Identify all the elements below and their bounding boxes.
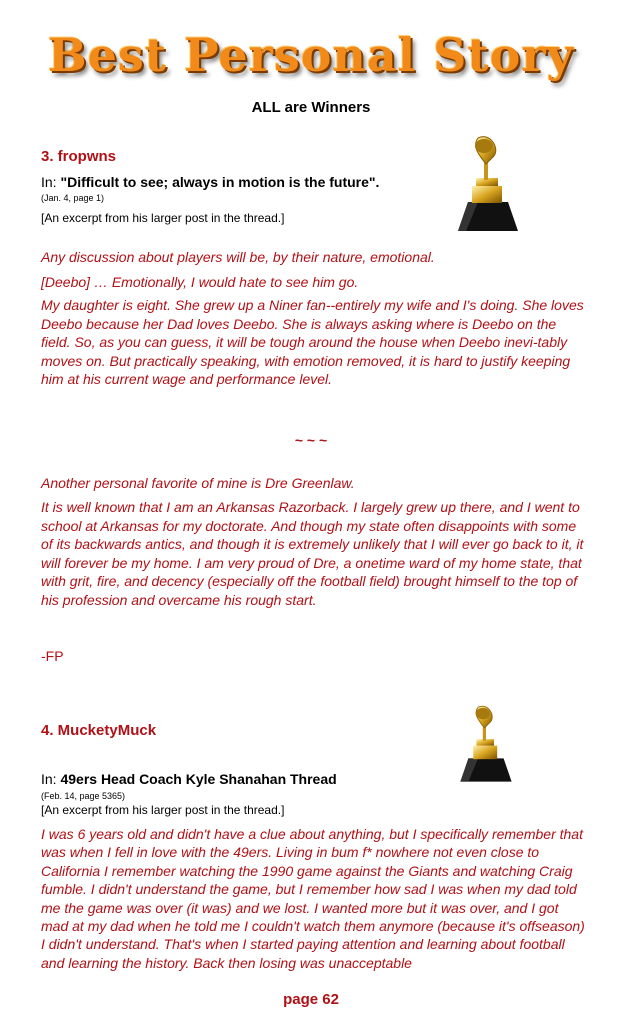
entry4-paragraph-1: I was 6 years old and didn't have a clue about anything, but I specifically remember that was when I fell in love with the 49ers. Living in bum f* nowhere not even close to California I remember watching the 1990 game against the Giants and watching Craig fumble. I didn't understand the game, but I remember how sad I was when my dad told me the game was over (it was) and we lost. I wanted more but it was over, and I got mad at my dad when he told me I couldn't watch them anymore (because it's offseason) I didn't understand. That's when I started paying attention and learning about football and learning the history. Back then losing was unacceptable xyxy=(41,826,585,971)
entry3-in-prefix: In: xyxy=(41,174,61,190)
entry4-date: (Feb. 14, page 5365) xyxy=(41,791,126,801)
section-separator: ~ ~ ~ xyxy=(294,432,328,448)
gramophone-trophy-icon xyxy=(446,694,526,794)
entry4-thread: 49ers Head Coach Kyle Shanahan Thread xyxy=(60,771,337,787)
entry3-paragraph-3: My daughter is eight. She grew up a Niner fan--entirely my wife and I's doing. She loves Deebo because her Dad loves Deebo. She is always asking where is Deebo on the field. So, as you can guess, it will be tough around the house when Deebo inevi-tably moves on. But practically speaking, with emotion removed, it is hard to justify keeping him at his current wage and performance level. xyxy=(41,297,584,388)
entry3-paragraph-2: [Deebo] … Emotionally, I would hate to see him go. xyxy=(41,274,359,290)
entry3-paragraph-4: Another personal favorite of mine is Dre Greenlaw. xyxy=(41,475,355,491)
entry4-title: 4. MucketyMuck xyxy=(41,722,157,739)
entry4-thread-line xyxy=(41,771,337,787)
entry4-in-prefix: In: xyxy=(41,771,61,787)
entry3-paragraph-1: Any discussion about players will be, by their nature, emotional. xyxy=(41,249,435,265)
banner-title: Best Personal Story xyxy=(47,28,575,82)
entry3-note: [An excerpt from his larger post in the thread.] xyxy=(41,211,285,225)
page-subtitle: ALL are Winners xyxy=(251,99,371,116)
entry3-title: 3. fropwns xyxy=(41,148,117,165)
entry3-signature: -FP xyxy=(41,648,64,664)
entry3-paragraph-5: It is well known that I am an Arkansas Razorback. I largely grew up there, and I went to school at Arkansas for my doctorate. And though my state often disappoints with some of its backwards antics, and though it is extremely unlikely that I will ever go back to it, it will forever be my home. I am very proud of Dre, a onetime ward of my home state, that with grit, fire, and decency (especially off the football field) brought himself to the top of his profession and overcame his rough start. xyxy=(41,499,584,608)
entry3-thread: "Difficult to see; always in motion is the future". xyxy=(60,174,380,190)
entry3-thread-line xyxy=(41,174,379,190)
page-number: page 62 xyxy=(283,991,339,1008)
entry4-note: [An excerpt from his larger post in the thread.] xyxy=(41,803,285,817)
entry3-date: (Jan. 4, page 1) xyxy=(41,193,105,203)
gramophone-trophy-icon xyxy=(438,134,538,234)
